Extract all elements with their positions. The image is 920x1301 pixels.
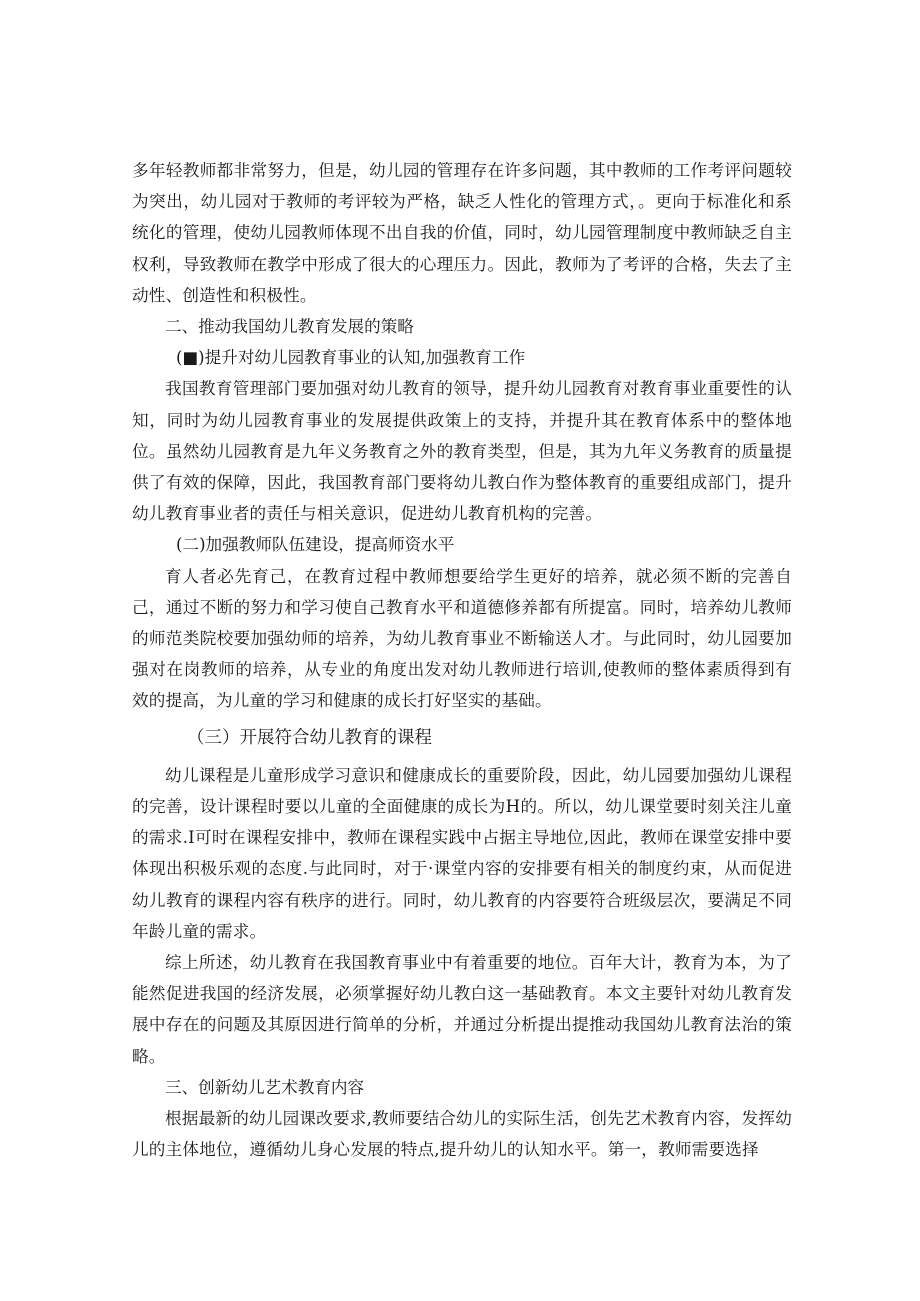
- subheading-awareness: (■)提升对幼儿园教育事业的认知,加强教育工作: [176, 348, 526, 368]
- subheading-curriculum: （三）开展符合幼儿教育的课程: [187, 727, 432, 748]
- section-heading-art-education: 三、创新幼儿艺术教育内容: [165, 1077, 365, 1097]
- subheading-teacher-team: (二)加强教师队伍建设，提高师资水平: [176, 535, 455, 555]
- document-body: [132, 155, 792, 1166]
- paragraph-conclusion: 综上所述，幼儿教育在我国教育事业中有着重要的地位。百年大计，教育为本，为了能然促进我国的经济发展，必须掌握好幼儿教白这一基础教育。本文主要针对幼儿教育发展中存在的问题及其原因进行简单的分析，并通过分析提出提推动我国幼儿教育法治的策略。: [132, 953, 792, 1066]
- paragraph-curriculum: 幼儿课程是儿童形成学习意识和健康成长的重要阶段，因此，幼儿园要加强幼儿课程的完善，设计课程时要以儿童的全面健康的成长为H的。所以，幼儿课堂要时刻关注儿童的需求.I可时在课程安排中，教师在课程实践中占据主导地位,因此，教师在课堂安排中要体现出积极乐观的态度.与此同时，对于·课堂内容的安排要有相关的制度约束，从而促进幼儿教育的课程内容有秩序的进行。同时，幼儿教育的内容要符合班级层次，要满足不同年龄儿童的需求。: [132, 765, 792, 941]
- paragraph-teacher-team: 育人者必先育己，在教育过程中教师想要给学生更好的培养，就必须不断的完善自己，通过不断的努力和学习使自己教育水平和道德修养都有所提富。同时，培养幼儿教师的师范类院校要加强幼师的培养，为幼儿教育事业不断输送人才。与此同时，幼儿园要加强对在岗教师的培养，从专业的角度出发对幼儿教师进行培训,使教师的整体素质得到有效的提高，为儿童的学习和健康的成长打好坚实的基础。: [132, 566, 792, 711]
- paragraph-art-education: 根据最新的幼儿园课改要求,教师要结合幼儿的实际生活，创先艺术教育内容，发挥幼儿的主体地位，遵循幼儿身心发展的特点,提升幼儿的认知水平。第一，教师需要选择: [132, 1109, 792, 1160]
- paragraph-management-issues: 多年轻教师都非常努力，但是，幼儿园的管理存在许多问题，其中教师的工作考评问题较为突出，幼儿园对于教师的考评较为严格，缺乏人性化的管理方式，。更向于标准化和系统化的管理，使幼儿园教师体现不出自我的价值，同时，幼儿园管理制度中教师缺乏自主权利，导致教师在教学中形成了很大的心理压力。因此，教师为了考评的合格，失去了主动性、创造性和积极性。: [132, 161, 792, 305]
- section-heading-strategies: 二、推动我国幼儿教育发展的策略: [165, 317, 414, 337]
- paragraph-awareness: 我国教育管理部门要加强对幼儿教育的领导，提升幼儿园教育对教育事业重要性的认知，同时为幼儿园教育事业的发展提供政策上的支持，并提升其在教育体系中的整体地位。虽然幼儿园教育是九年义务教育之外的教育类型，但是，其为九年义务教育的质量提供了有效的保障，因此，我国教育部门要将幼儿教白作为整体教育的重要组成部门，提升幼儿教育事业者的责任与相关意识，促进幼儿教育机构的完善。: [132, 379, 792, 524]
